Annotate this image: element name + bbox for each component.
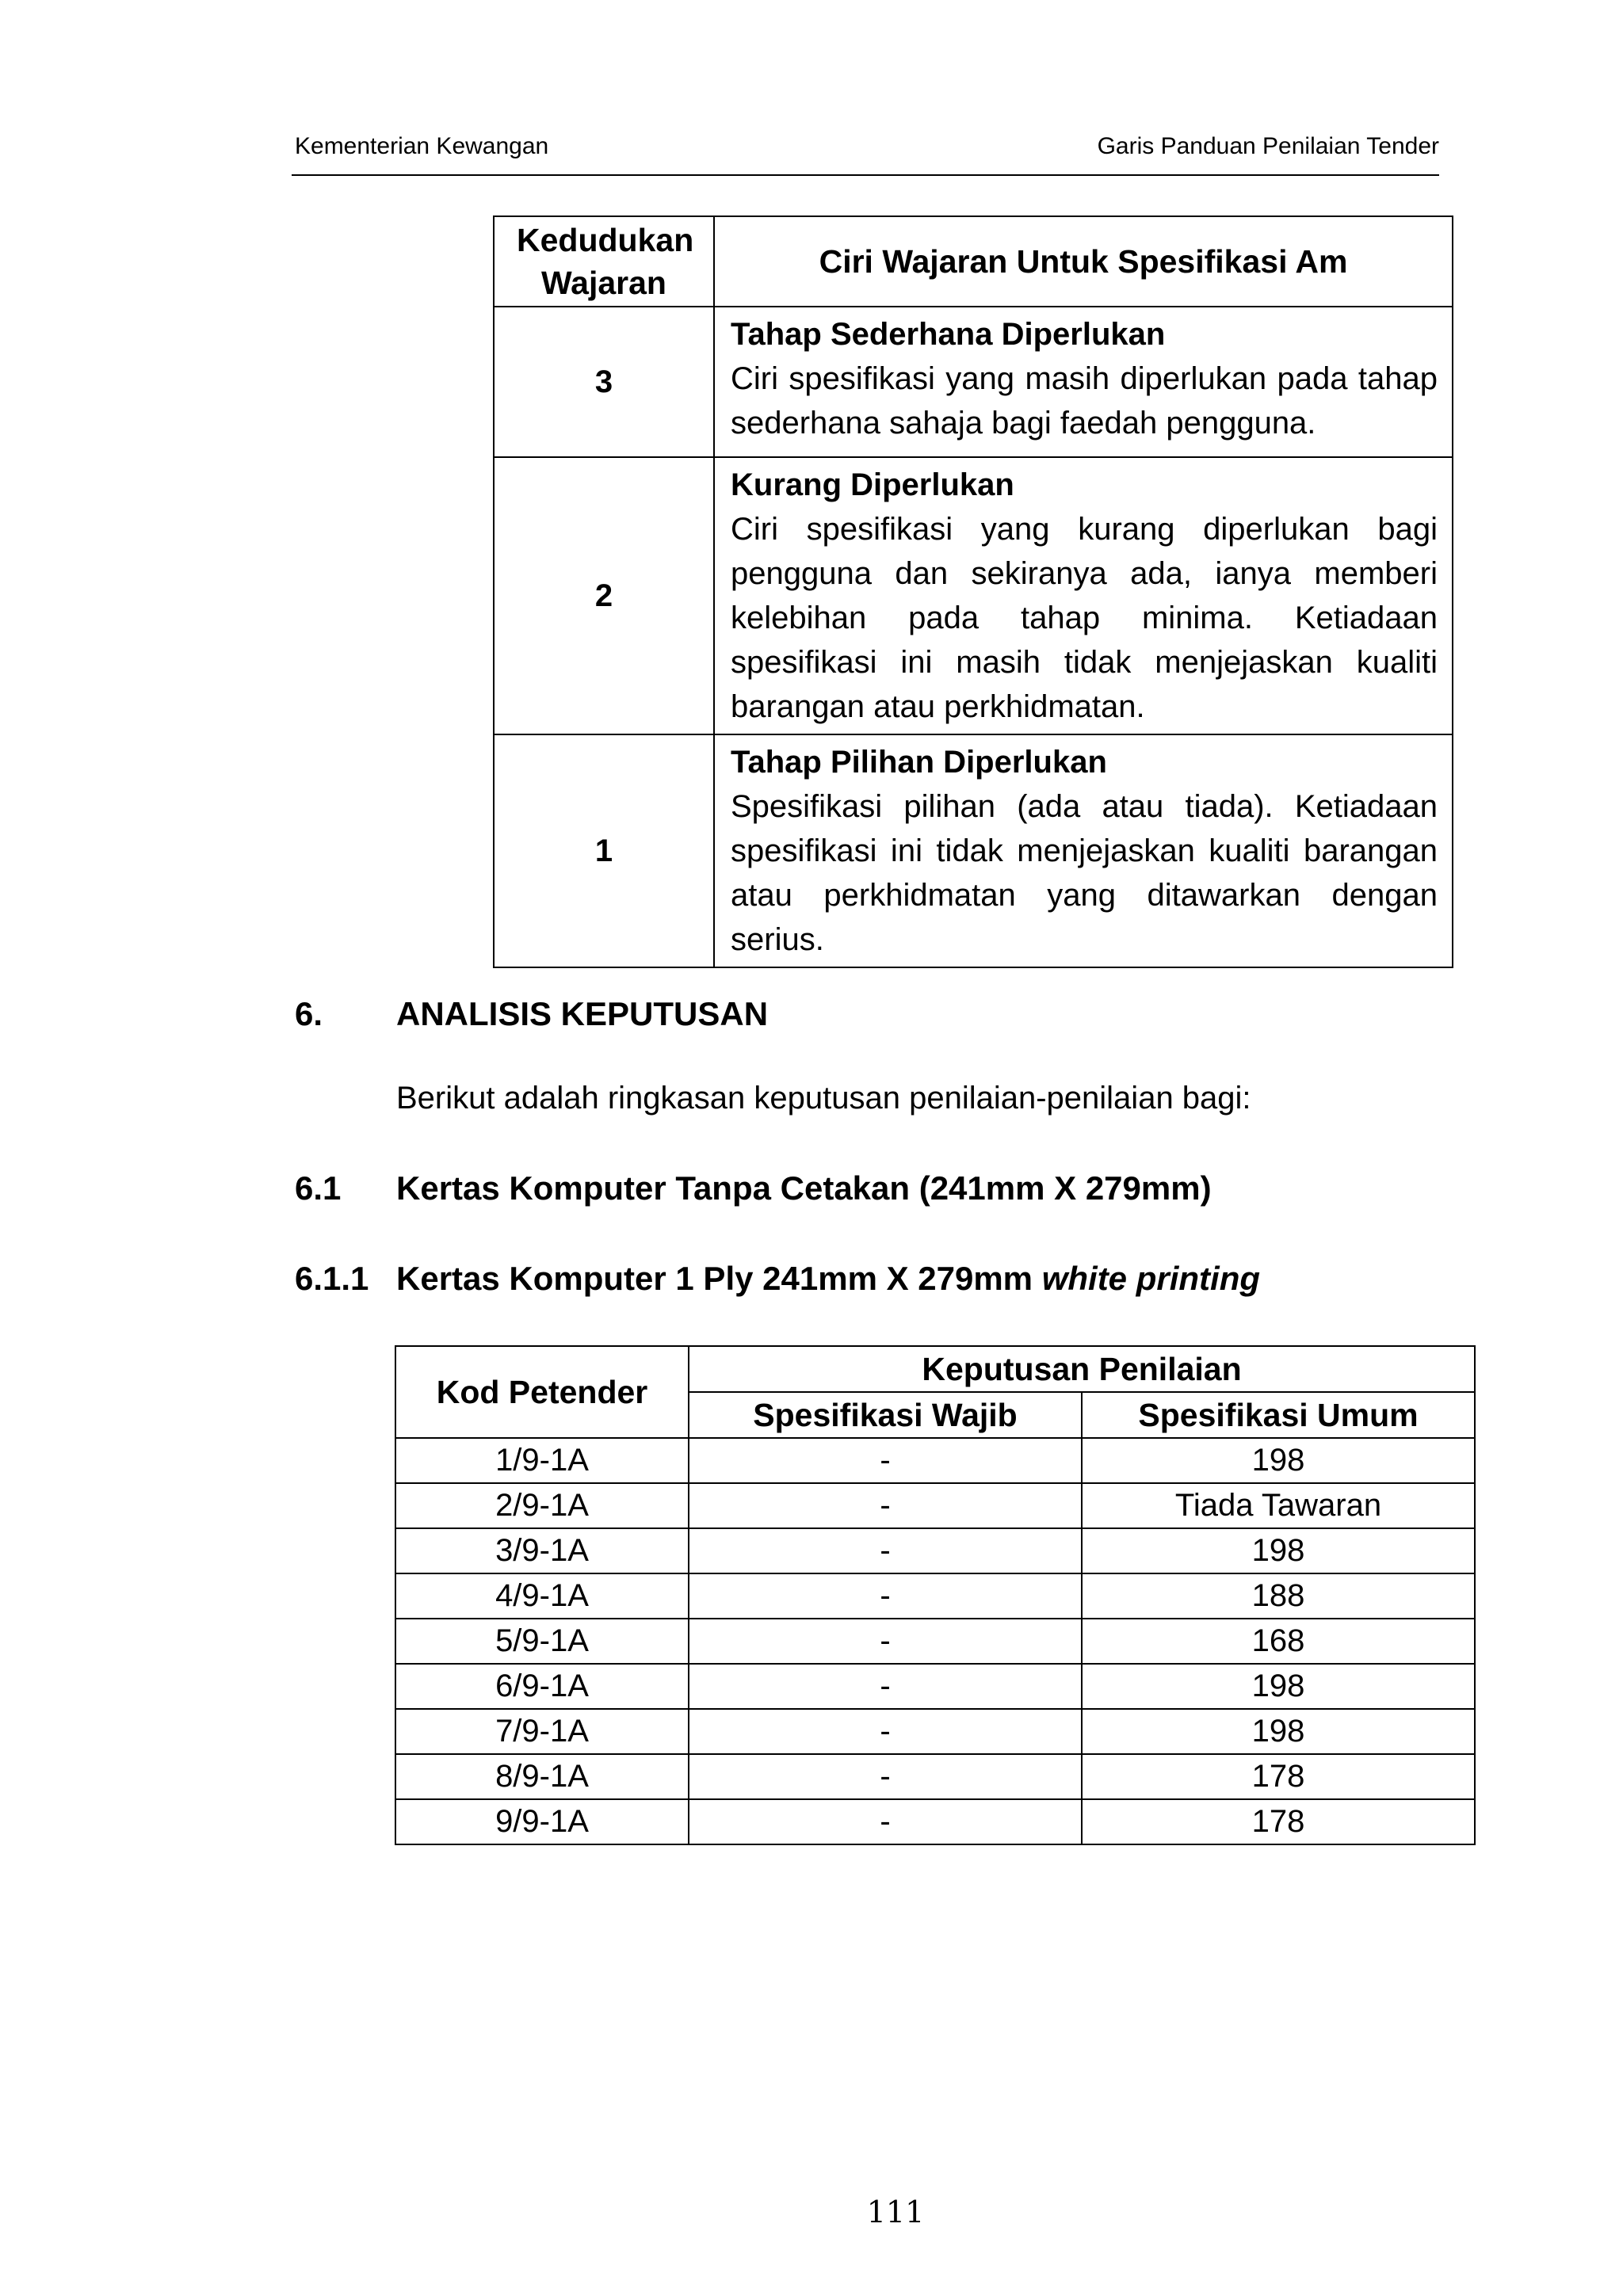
result-umum-cell: Tiada Tawaran [1082,1483,1475,1528]
result-umum-cell: 198 [1082,1438,1475,1483]
result-kod-cell: 2/9-1A [395,1483,689,1528]
weight-description [714,734,1453,967]
weight-col1-label: Kedudukan Wajaran [517,222,694,301]
weight-rank: 2 [494,457,714,734]
result-wajib-cell: - [689,1438,1082,1483]
weight-text: Ciri spesifikasi yang masih diperlukan pada tahap sederhana sahaja bagi faedah pengguna. [731,361,1438,441]
weight-col2-header: Ciri Wajaran Untuk Spesifikasi Am [714,216,1453,307]
result-wajib-cell: - [689,1664,1082,1709]
section-6-title: ANALISIS KEPUTUSAN [396,995,769,1032]
result-table [395,1345,1476,1845]
result-table-header-row [395,1346,1475,1392]
header-right-text: Garis Panduan Penilaian Tender [1097,133,1439,159]
table-row [395,1709,1475,1754]
result-col-kod-header: Kod Petender [395,1346,689,1438]
result-kod-cell: 7/9-1A [395,1709,689,1754]
result-wajib-cell: - [689,1528,1082,1573]
weight-title: Kurang Diperlukan [731,467,1014,502]
section-6-1-1-number: 6.1.1 [295,1260,369,1297]
table-row [395,1664,1475,1709]
result-wajib-cell: - [689,1619,1082,1664]
header-rule [292,174,1439,176]
table-row [395,1799,1475,1844]
section-6-1-1-title: Kertas Komputer 1 Ply 241mm X 279mm [396,1260,1033,1297]
result-umum-cell: 178 [1082,1799,1475,1844]
result-umum-cell: 198 [1082,1664,1475,1709]
result-umum-cell: 198 [1082,1528,1475,1573]
section-6-1-1-title-italic: white printing [1041,1260,1260,1297]
weight-text: Ciri spesifikasi yang kurang diperlukan bagi pengguna dan sekiranya ada, ianya memberi kelebihan pada tahap minima. Ketiadaan spesifikasi ini masih tidak menjejaskan kualiti barangan atau perkhidmatan. [731,512,1438,724]
weight-rank: 3 [494,307,714,457]
weight-col1-header [494,216,714,307]
table-row [395,1528,1475,1573]
table-row [395,1619,1475,1664]
result-wajib-cell: - [689,1754,1082,1799]
result-kod-cell: 9/9-1A [395,1799,689,1844]
result-umum-cell: 198 [1082,1709,1475,1754]
weight-text: Spesifikasi pilihan (ada atau tiada). Ketiadaan spesifikasi ini tidak menjejaskan kualiti barangan atau perkhidmatan yang ditawarkan dengan serius. [731,789,1438,957]
result-kod-cell: 4/9-1A [395,1573,689,1619]
result-kod-cell: 5/9-1A [395,1619,689,1664]
table-row [395,1573,1475,1619]
result-wajib-cell: - [689,1483,1082,1528]
weight-table-header-row [494,216,1453,307]
weight-row [494,457,1453,734]
table-row [395,1438,1475,1483]
result-umum-cell: 168 [1082,1619,1475,1664]
result-kod-cell: 8/9-1A [395,1754,689,1799]
section-6-1-title: Kertas Komputer Tanpa Cetakan (241mm X 279mm) [396,1169,1212,1207]
result-wajib-cell: - [689,1799,1082,1844]
result-wajib-cell: - [689,1573,1082,1619]
table-row [395,1754,1475,1799]
result-col-wajib-header: Spesifikasi Wajib [689,1392,1082,1438]
section-6-1-number: 6.1 [295,1169,342,1207]
result-wajib-cell: - [689,1709,1082,1754]
result-umum-cell: 188 [1082,1573,1475,1619]
result-col-umum-header: Spesifikasi Umum [1082,1392,1475,1438]
result-group-header: Keputusan Penilaian [689,1346,1475,1392]
header-left-text: Kementerian Kewangan [295,133,549,159]
result-kod-cell: 3/9-1A [395,1528,689,1573]
weight-row [494,307,1453,457]
weight-row [494,734,1453,967]
weight-description [714,307,1453,457]
weight-rank: 1 [494,734,714,967]
result-kod-cell: 1/9-1A [395,1438,689,1483]
weight-title: Tahap Sederhana Diperlukan [731,317,1166,352]
section-6-intro: Berikut adalah ringkasan keputusan penilaian-penilaian bagi: [396,1081,1251,1116]
weight-table [493,215,1453,968]
section-6-1-1-title-wrap [396,1260,1260,1298]
weight-title: Tahap Pilihan Diperlukan [731,745,1107,780]
table-row [395,1483,1475,1528]
result-kod-cell: 6/9-1A [395,1664,689,1709]
page-number: 111 [866,2195,925,2229]
result-umum-cell: 178 [1082,1754,1475,1799]
section-6-number: 6. [295,995,323,1032]
weight-description [714,457,1453,734]
